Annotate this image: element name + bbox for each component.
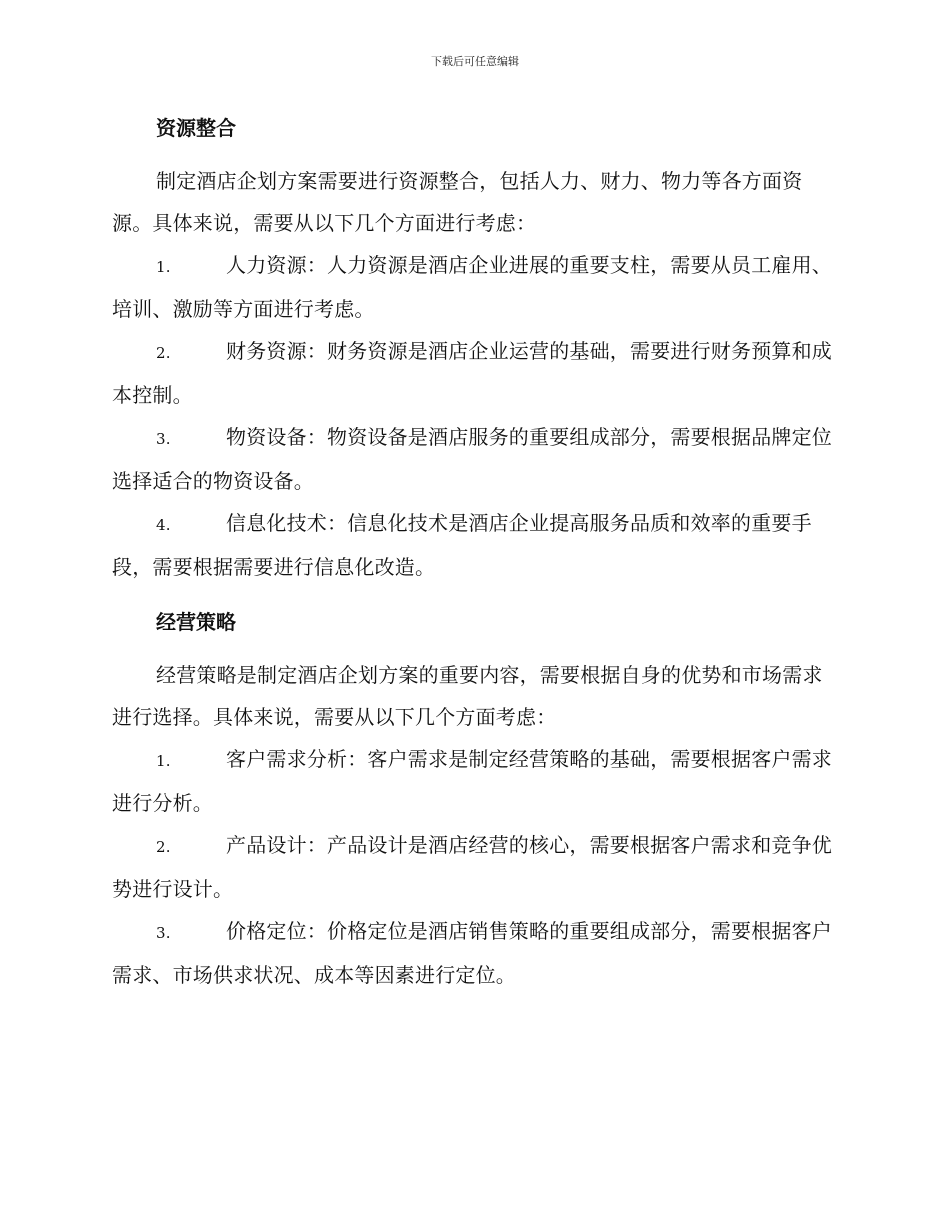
- list-number: 2.: [156, 344, 171, 362]
- list-item: [112, 330, 837, 416]
- list-item: [112, 502, 837, 588]
- list-item: [112, 416, 837, 502]
- section-intro-paragraph: 制定酒店企划方案需要进行资源整合，包括人力、财力、物力等各方面资源。具体来说，需要从以下几个方面进行考虑：: [112, 169, 803, 235]
- list-text: 人力资源：人力资源是酒店企业进展的重要支柱，需要从员工雇用、培训、激励等方面进行考虑。: [112, 253, 832, 321]
- document-body: [112, 108, 837, 996]
- list-number: 1.: [156, 752, 171, 770]
- section-intro-paragraph: 经营策略是制定酒店企划方案的重要内容，需要根据自身的优势和市场需求进行选择。具体来说，需要从以下几个方面考虑：: [112, 663, 823, 729]
- list-number: 1.: [156, 258, 171, 276]
- list-item: [112, 738, 837, 824]
- list-text: 财务资源：财务资源是酒店企业运营的基础，需要进行财务预算和成本控制。: [112, 339, 832, 407]
- list-text: 物资设备：物资设备是酒店服务的重要组成部分，需要根据品牌定位选择适合的物资设备。: [112, 425, 832, 493]
- list-item: [112, 910, 837, 996]
- list-number: 4.: [156, 516, 171, 534]
- list-number: 3.: [156, 924, 171, 942]
- list-text: 价格定位：价格定位是酒店销售策略的重要组成部分，需要根据客户需求、市场供求状况、成本等因素进行定位。: [112, 919, 832, 987]
- list-number: 3.: [156, 430, 171, 448]
- section-heading-resource-integration: 资源整合: [156, 116, 236, 140]
- header-note: 下载后可任意编辑: [431, 55, 519, 68]
- list-item: [112, 244, 837, 330]
- list-text: 信息化技术：信息化技术是酒店企业提高服务品质和效率的重要手段，需要根据需要进行信息化改造。: [112, 511, 812, 579]
- section-heading-business-strategy: 经营策略: [156, 610, 236, 634]
- list-text: 客户需求分析：客户需求是制定经营策略的基础，需要根据客户需求进行分析。: [112, 747, 832, 815]
- list-number: 2.: [156, 838, 171, 856]
- list-item: [112, 824, 837, 910]
- list-text: 产品设计：产品设计是酒店经营的核心，需要根据客户需求和竞争优势进行设计。: [112, 833, 832, 901]
